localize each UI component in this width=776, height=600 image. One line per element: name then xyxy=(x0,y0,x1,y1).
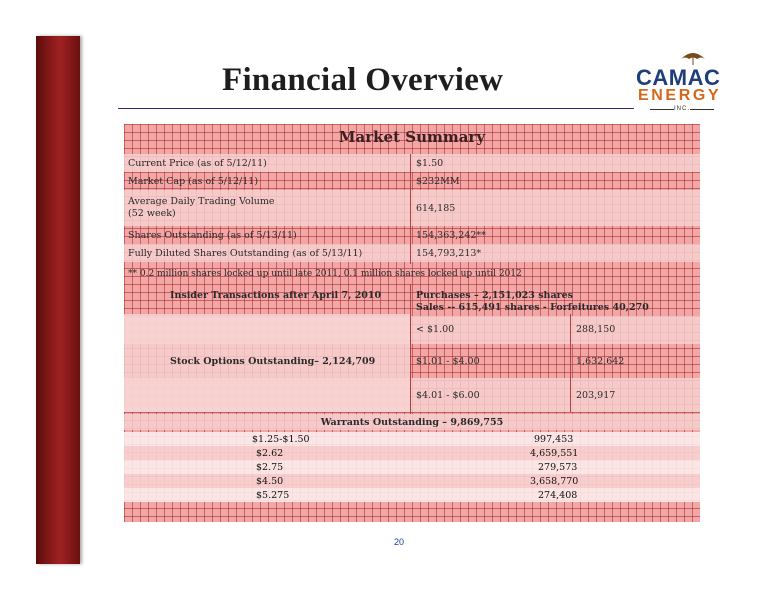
decorative-side-bar xyxy=(36,36,80,564)
market-cap-label: Market Cap (as of 5/12/11) xyxy=(128,176,259,187)
logo-energy: ENERGY xyxy=(638,87,722,104)
avg-volume-label-line2: (52 week) xyxy=(128,208,176,219)
table-row xyxy=(124,488,700,502)
insider-purchases: Purchases – 2,151,023 shares xyxy=(416,290,574,301)
option-count: 203,917 xyxy=(576,390,616,401)
option-range: $1.01 - $4.00 xyxy=(416,356,480,367)
warrant-price: $5.275 xyxy=(256,490,290,501)
fully-diluted-value: 154,793,213* xyxy=(416,248,482,259)
current-price-label: Current Price (as of 5/12/11) xyxy=(128,158,267,169)
financial-table xyxy=(124,124,700,522)
warrant-price: $1.25-$1.50 xyxy=(252,434,310,445)
warrants-heading: Warrants Outstanding – 9,869,755 xyxy=(320,417,504,428)
current-price-value: $1.50 xyxy=(416,158,444,169)
table-row xyxy=(124,446,700,460)
column-divider xyxy=(410,154,411,264)
table-row xyxy=(124,460,700,474)
shares-outstanding-value: 154,363,242** xyxy=(416,230,486,241)
table-row xyxy=(124,474,700,488)
warrant-price: $2.75 xyxy=(256,462,284,473)
market-cap-value: $232MM xyxy=(416,176,460,187)
warrant-count: 4,659,551 xyxy=(530,448,579,459)
warrant-count: 3,658,770 xyxy=(530,476,579,487)
title-divider xyxy=(118,108,634,109)
market-summary-heading: Market Summary xyxy=(338,128,486,146)
warrant-price: $2.62 xyxy=(256,448,284,459)
page-number: 20 xyxy=(394,537,405,547)
warrant-price: $4.50 xyxy=(256,476,284,487)
avg-volume-value: 614,185 xyxy=(416,203,456,214)
warrant-count: 279,573 xyxy=(538,462,578,473)
avg-volume-label-line1: Average Daily Trading Volume xyxy=(128,196,275,207)
table-row xyxy=(124,432,700,446)
insider-label: Insider Transactions after April 7, 2010 xyxy=(170,290,382,301)
option-count: 288,150 xyxy=(576,324,616,335)
slide-title: Financial Overview xyxy=(222,62,504,98)
umbrella-icon xyxy=(680,50,706,66)
company-logo xyxy=(634,56,728,114)
option-range: $4.01 - $6.00 xyxy=(416,390,480,401)
option-range: < $1.00 xyxy=(416,324,455,335)
column-divider xyxy=(570,314,571,412)
insider-sales: Sales -- 615,491 shares - Forfeitures 40,270 xyxy=(416,302,649,313)
logo-camac: CAMAC xyxy=(636,65,721,90)
option-count: 1,632,642 xyxy=(576,356,625,367)
warrant-count: 274,408 xyxy=(538,490,578,501)
fully-diluted-label: Fully Diluted Shares Outstanding (as of 5/13/11) xyxy=(128,248,363,259)
shares-outstanding-label: Shares Outstanding (as of 5/13/11) xyxy=(128,230,297,241)
warrant-count: 997,453 xyxy=(534,434,574,445)
options-label: Stock Options Outstanding– 2,124,709 xyxy=(170,356,376,367)
column-divider xyxy=(410,284,411,414)
logo-inc: INC. xyxy=(674,106,690,112)
lockup-footnote: ** 0.2 million shares locked up until late 2011, 0.1 million shares locked up until 2012 xyxy=(128,269,522,279)
